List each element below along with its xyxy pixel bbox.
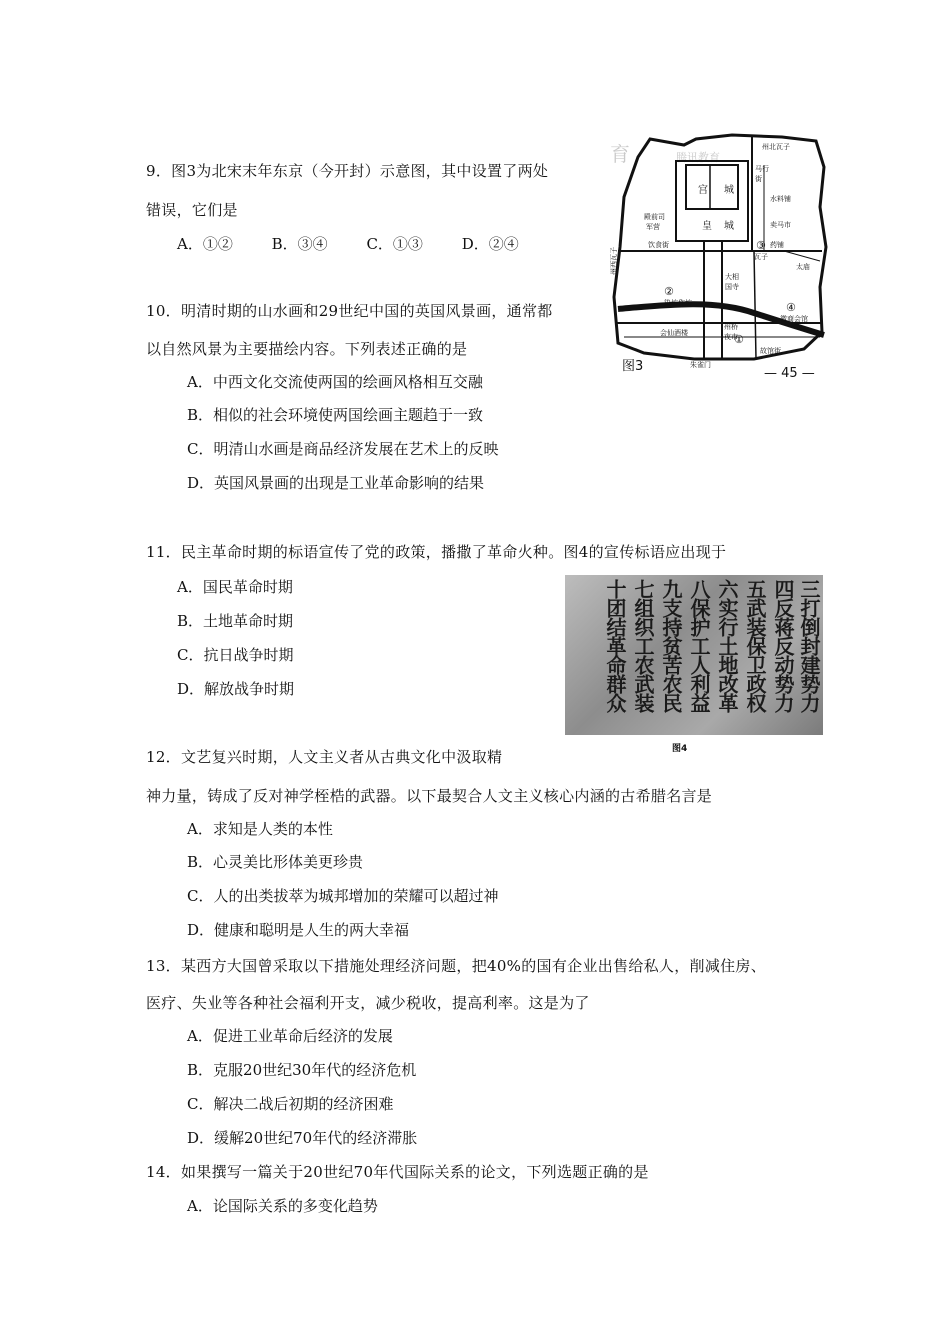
q10-option-a[interactable]: A．中西文化交流使两国的绘画风格相互交融 (187, 373, 483, 391)
map-label-ranse: 染坊作坊 (664, 299, 692, 307)
q11-stem-line1: 11．民主革命时期的标语宣传了党的政策，播撒了革命火种。图4的宣传标语应出现于 (146, 543, 727, 561)
map-label-zhouxi: 州西瓦子 (610, 247, 618, 275)
figure4-caption: 图4 (672, 744, 688, 754)
map-label-wazi: 瓦子 (754, 253, 768, 261)
q12-option-c[interactable]: C．人的出类拔萃为城邦增加的荣耀可以超过神 (187, 887, 499, 905)
q9-option-a[interactable]: A．①② (177, 235, 233, 253)
map-label-xiangguo: 大相 (725, 273, 739, 281)
slogan-col-1: 三打倒封建势力 (797, 579, 821, 712)
map-label-jie: 街 (755, 175, 762, 183)
slogan-col-5: 八保护工人利益 (687, 579, 711, 712)
q10-option-b[interactable]: B．相似的社会环境使两国绘画主题趋于一致 (187, 406, 484, 424)
map-marker-2: ② (664, 285, 674, 298)
map-label-dianqian: 殿前司 (644, 213, 665, 221)
map-label-fangsi: 故馆街 (760, 347, 781, 355)
map-label-guosi: 国寺 (725, 283, 739, 291)
q9-option-b[interactable]: B．③④ (271, 235, 328, 253)
q14-option-a[interactable]: A．论国际关系的多变化趋势 (187, 1197, 378, 1215)
slogan-col-3: 五武装保卫政权 (743, 579, 767, 712)
slogan-col-7: 七组织工农武装 (631, 579, 655, 712)
map-label-huixian: 会仙酒楼 (660, 329, 688, 337)
q10-option-d[interactable]: D．英国风景画的出现是工业革命影响的结果 (187, 474, 485, 492)
q9-stem-line2: 错误，它们是 (146, 201, 238, 219)
map-watermark: 育 (610, 142, 630, 166)
q10-option-c[interactable]: C．明清山水画是商品经济发展在艺术上的反映 (187, 440, 499, 458)
q11-option-d[interactable]: D．解放战争时期 (177, 680, 295, 698)
map-label-yinshi: 饮食街 (648, 241, 669, 249)
q13-stem-line2: 医疗、失业等各种社会福利开支，减少税收，提高利率。这是为了 (146, 994, 590, 1012)
q11-option-a[interactable]: A．国民革命时期 (177, 578, 293, 596)
slogan-col-8: 十团结革命群众 (603, 579, 627, 712)
figure4-slogan-photo (565, 575, 823, 735)
map-label-liaodian: 水料铺 (770, 195, 791, 203)
q13-option-d[interactable]: D．缓解20世纪70年代的经济滞胀 (187, 1129, 418, 1147)
map-label-taimiao: 太庙 (796, 263, 810, 271)
map-label-yaopu: 药铺 (770, 241, 784, 249)
map-label-junying: 军营 (646, 223, 660, 231)
q13-option-b[interactable]: B．克服20世纪30年代的经济危机 (187, 1061, 417, 1079)
q12-option-b[interactable]: B．心灵美比形体美更珍贵 (187, 853, 364, 871)
map-label-gong: 宫 (698, 185, 708, 196)
map-marker-1: ① (734, 333, 744, 346)
q14-stem-line1: 14．如果撰写一篇关于20世纪70年代国际关系的论文，下列选题正确的是 (146, 1163, 649, 1181)
q11-option-b[interactable]: B．土地革命时期 (177, 612, 294, 630)
q13-option-a[interactable]: A．促进工业革命后经济的发展 (187, 1027, 393, 1045)
figure3-map (604, 127, 840, 385)
q10-stem-line2: 以自然风景为主要描绘内容。下列表述正确的是 (146, 340, 468, 358)
q9-stem-line1: 9．图3为北宋末年东京（今开封）示意图，其中设置了两处 (146, 162, 549, 180)
q13-option-c[interactable]: C．解决二战后初期的经济困难 (187, 1095, 394, 1113)
map-label-zhouqiao: 州桥 (724, 323, 738, 331)
figure3-page-number: — 45 — (764, 366, 815, 381)
map-label-huang: 皇 (702, 221, 712, 232)
q9-option-c[interactable]: C．①③ (366, 235, 423, 253)
map-label-huiguan: 徽商会馆 (780, 315, 808, 323)
map-marker-3: ③ (756, 239, 766, 252)
q10-stem-line1: 10．明清时期的山水画和29世纪中国的英国风景画，通常都 (146, 302, 553, 320)
q12-stem-line1: 12．文艺复兴时期，人文主义者从古典文化中汲取精 (146, 748, 503, 766)
slogan-col-2: 四反蒋反动势力 (771, 579, 795, 712)
map-watermark-sub: 腾讯教育 (676, 151, 720, 164)
q12-option-d[interactable]: D．健康和聪明是人生的两大幸福 (187, 921, 410, 939)
q13-stem-line1: 13．某西方大国曾采取以下措施处理经济问题，把40%的国有企业出售给私人，削减住房、 (146, 957, 767, 975)
q9-option-d[interactable]: D．②④ (461, 235, 519, 253)
map-marker-4: ④ (786, 301, 796, 314)
map-label-zhuque: 朱雀门 (690, 361, 711, 369)
q12-option-a[interactable]: A．求知是人类的本性 (187, 820, 333, 838)
q12-stem-line2: 神力量，铸成了反对神学桎梏的武器。以下最契合人文主义核心内涵的古希腊名言是 (146, 787, 713, 805)
q11-option-c[interactable]: C．抗日战争时期 (177, 646, 294, 664)
map-label-cheng: 城 (724, 185, 734, 196)
map-label-maishi: 卖马市 (770, 221, 791, 229)
slogan-col-6: 九支持贫苦农民 (659, 579, 683, 712)
map-label-cheng2: 城 (724, 221, 734, 232)
figure3-caption: 图3 (622, 359, 644, 374)
map-label-zhoubei: 州北瓦子 (762, 143, 790, 151)
slogan-col-4: 六实行土地改革 (715, 579, 739, 712)
map-label-yeshi: 夜市 (724, 333, 738, 341)
q9-options (177, 233, 553, 254)
map-label-mahang: 马行 (755, 165, 769, 173)
